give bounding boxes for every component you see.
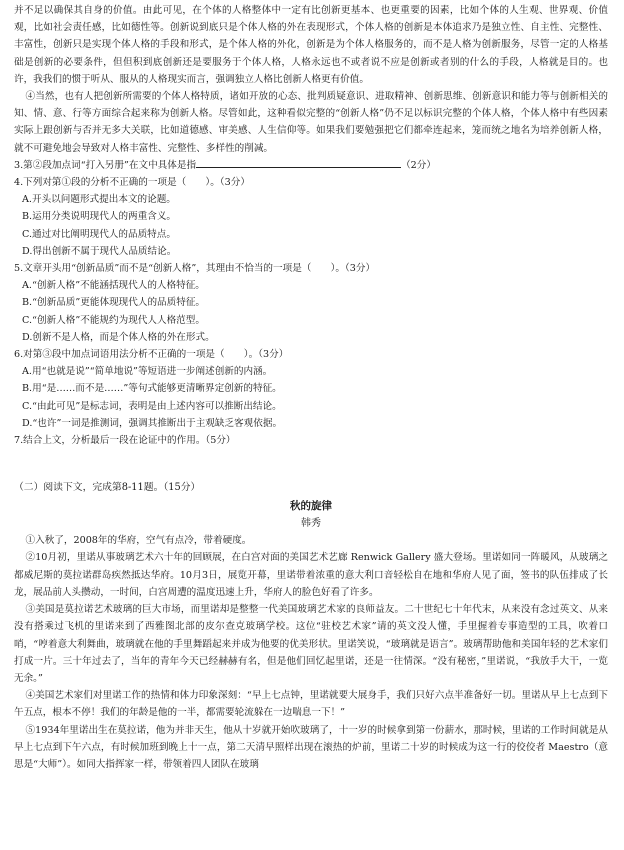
- question-5-option-c: C.“创新人格”不能规约为现代人人格范型。: [22, 314, 205, 326]
- article-paragraph-4: ④美国艺术家们对里诺工作的热情和体力印象深刻：“早上七点钟，里诺就要大展身手，我们只好六点半准备好一切。里诺从早上七点到下午五点，根本不停！我们的年龄是他的一半，都需要轮流躲在一边喘息一下！”: [14, 690, 608, 719]
- question-4-option-b: B.运用分类说明现代人的两重含义。: [22, 211, 177, 223]
- section-2-heading: （二）阅读下文，完成第8-11题。（15分）: [14, 482, 201, 494]
- question-6-option-d: D.“也许”一词是推测词，强调其推断出于主观缺乏客观依据。: [22, 417, 283, 429]
- question-4-option-c: C.通过对比阐明现代人的品质特点。: [22, 228, 176, 240]
- article-author: 韩秀: [301, 518, 321, 530]
- question-7-stem: 7.结合上文，分析最后一段在论证中的作用。（5分）: [14, 435, 236, 447]
- question-6-option-c: C.“由此可见”是标志词，表明是由上述内容可以推断出结论。: [22, 400, 282, 412]
- question-6-stem: 6.对第③段中加点词语用法分析不正确的一项是（ ）。（3分）: [14, 349, 289, 361]
- question-5-stem: 5.文章开头用“创新品质”而不是“创新人格”，其理由不恰当的一项是（ ）。（3分）: [14, 263, 376, 275]
- article-paragraph-1: ①入秋了，2008年的华府，空气有点冷，带着硬度。: [25, 535, 252, 547]
- article-paragraph-3: ③美国是莫拉诺艺术玻璃的巨大市场，而里诺却是整整一代美国玻璃艺术家的良师益友。二十世纪七十年代末，从来没有念过英文、从来没有搭乘过飞机的里诺来到了西雅图北部的皮尔查克玻璃学校。这位“驻校艺术家”请的英文没人懂，手里握着专事造型的工具，吹着口哨，“哼着意大利舞曲，玻璃就在他的手里舞蹈起来并成为他要的优美形状。里诺笑说，“玻璃就是语言”。玻璃帮助他和美国年轻的艺术家们打成一片。三十年过去了，当年的青年今天已经赫赫有名，但是他们回忆起里诺，还是一往情深。“没有秘密，”里诺说，“我放手大干，一览无余。”: [14, 604, 608, 684]
- answer-blank[interactable]: [196, 157, 401, 168]
- question-4-stem: 4.下列对第①段的分析不正确的一项是（ ）。（3分）: [14, 177, 250, 189]
- question-5-option-a: A.“创新人格”不能涵括现代人的人格特征。: [22, 280, 205, 292]
- question-5-option-d: D.创新不是人格，而是个体人格的外在形式。: [22, 331, 215, 343]
- article-paragraph-2: ②10月初，里诺从事玻璃艺术六十年的回顾展，在白宫对面的美国艺术艺廊 Renwick Gallery 盛大登场。里诺如同一阵暖风，从玻璃之都威尼斯的莫拉诺群岛疾然抵达华府。10月3日，展览开幕，里诺带着浓重的意大利口音轻松自在地和华府人见了面，签书的队伍排成了长龙，展品前人头攒动，一时间，白宫周遭的温度迅速上升，华府人的脸色好看了许多。: [14, 552, 608, 598]
- question-6-option-a: A.用“也就是说”“简单地说”等短语进一步阐述创新的内涵。: [22, 366, 273, 378]
- question-3: [14, 157, 608, 174]
- article-paragraph-5: ⑤1934年里诺出生在莫拉诺，他为并非天生，他从十岁就开始吹玻璃了，十一岁的时候拿到第一份薪水，那时候，里诺的工作时间就是从早上七点到下午六点，有时候加班到晚上十一点，第二天清早照样出现在滚热的炉前，里诺二十岁的时候成为这一行的佼佼者 Maestro（意思是“大师”）。如同大指挥家一样，带领着四人团队在玻璃: [14, 724, 608, 770]
- passage-paragraph-4: ④当然，也有人把创新所需要的个体人格特质，诸如开放的心态、批判质疑意识、进取精神、创新思维、创新意识和能力等与创新相关的知、情、意、行等方面综合起来称为创新人格。尽管如此，这种看似完整的“创新人格”仍不足以标识完整的个体人格，个体人格中有些因素实际上跟创新与否并无多大关联，比如道德感、审美感、人生信仰等。如果我们要勉强把它们都牵连起来，笼而统之地名为培养创新人格，就不可避免地会导致对人格丰富性、完整性、多样性的削减。: [14, 91, 608, 154]
- question-3-stem: 3.第②段加点词“打入另册”在文中具体是指: [14, 159, 197, 171]
- question-5-option-b: B.“创新品质”更能体现现代人的品质特征。: [22, 297, 206, 309]
- article-title: 秋的旋律: [290, 500, 332, 513]
- question-4-option-d: D.得出创新不属于现代人品质结论。: [22, 245, 177, 257]
- passage-paragraph-2-end: 并不足以确保其自身的价值。由此可见，在个体的人格整体中一定有比创新更基本、也更重要的因素，比如个体的人生观、世界观、价值观，比如社会责任感，比如德性等。创新说到底只是个体人格的外在表现形式，个体人格的创新是本体追求乃是独立性、自主性、完整性、丰富性，创新只是实现个体人格的手段和形式，是个体人格的外化，创新是为个体人格服务的，而不是人格为创新服务，尽管一定的人格基础是创新的必要条件，但但积到底创新还是要服务于个体人格，人格永远也不或者说不应是创新或者别的什么的手段，人格就是目的。也许，我我们的惯于听从、服从的人格现实而言，强调独立人格比创新人格更有价值。: [14, 5, 608, 85]
- question-6-option-b: B.用“是……而不是……”等句式能够更清晰界定创新的特征。: [22, 383, 282, 395]
- question-3-score: （2分）: [401, 159, 436, 171]
- question-4-option-a: A.开头以问题形式提出本文的论题。: [22, 194, 176, 206]
